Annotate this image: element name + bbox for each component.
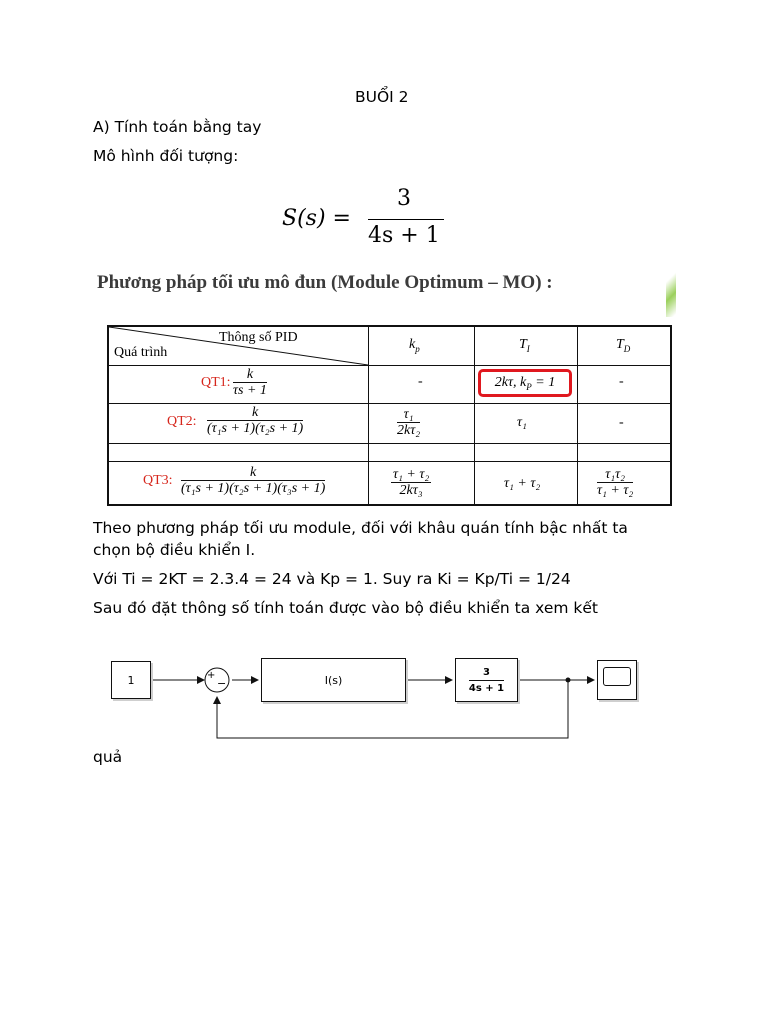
paragraph-4: quả [93, 748, 123, 766]
tf-fraction-bar [368, 219, 444, 220]
tf-lhs: S(s) = [282, 206, 351, 231]
tf-numerator: 3 [397, 186, 411, 211]
scope-screen-icon [603, 667, 631, 686]
accent-decoration [666, 271, 676, 317]
step-block[interactable] [111, 661, 151, 699]
qt1-kp: - [418, 374, 423, 389]
plant-numerator: 3 [469, 665, 504, 681]
qt3-td: $\frac{\text{τ₁τ₂}}{\text{τ₁ + τ₂}}$ [597, 467, 634, 498]
controller-label: I(s) [324, 673, 343, 687]
object-model-label: Mô hình đối tượng: [93, 147, 239, 165]
qt2-td: - [619, 415, 624, 430]
col-header-ti: $T_I$ [519, 337, 530, 354]
row-tf-qt2: $\frac{k}{\text{(τ₁s + 1)(τ₂s + 1)}}$ [207, 405, 304, 436]
qt3-kp: $\frac{\text{τ₁ + τ₂}}{\text{2kτ₃}}$ [393, 467, 430, 498]
header-process: Quá trình [114, 345, 168, 360]
method-title: Phương pháp tối ưu mô đun (Module Optimum – MO) : [97, 272, 553, 293]
row-label-qt1: QT1: [201, 375, 231, 390]
qt1-td: - [619, 374, 624, 389]
row-label-qt2: QT2: [167, 414, 197, 429]
paragraph-1-line-2: chọn bộ điều khiển I. [93, 541, 256, 559]
scope-block[interactable] [597, 660, 637, 700]
pid-parameter-table [107, 325, 672, 506]
plant-denominator: 4s + 1 [468, 682, 505, 694]
paragraph-2: Với Ti = 2KT = 2.3.4 = 24 và Kp = 1. Suy ra Ki = Kp/Ti = 1/24 [93, 570, 571, 588]
controller-block[interactable] [261, 658, 406, 702]
plant-block[interactable] [455, 658, 518, 702]
sum-minus-sign: − [217, 677, 227, 690]
header-pid-params: Thông số PID [219, 330, 298, 345]
paragraph-1-line-1: Theo phương pháp tối ưu module, đối với khâu quán tính bậc nhất ta [93, 519, 628, 537]
section-a-heading: A) Tính toán bằng tay [93, 118, 262, 136]
object-transfer-function [282, 186, 452, 250]
row-tf-qt3: $\frac{k}{\text{(τ₁s + 1)(τ₂s + 1)(τ₃s + 1)}}$ [181, 465, 326, 496]
sum-plus-sign: + [207, 670, 216, 681]
col-header-kp: $k_p$ [409, 337, 420, 354]
qt3-ti: τ₁ + τ₂ [504, 476, 541, 491]
qt2-kp: $\frac{\text{τ₁}}{\text{2kτ₂}}$ [397, 407, 421, 438]
paragraph-3: Sau đó đặt thông số tính toán được vào bộ điều khiển ta xem kết [93, 599, 599, 617]
row-label-qt3: QT3: [143, 473, 173, 488]
tf-denominator: 4s + 1 [368, 223, 440, 248]
step-value: 1 [127, 673, 135, 687]
session-title: BUỔI 2 [355, 88, 409, 106]
qt1-ti-highlighted: 2kτ, $k_P = 1$ [478, 369, 572, 397]
row-tf-qt1: $\frac{k}{\tau s + 1}$ [233, 367, 267, 398]
col-header-td: $T_D$ [616, 337, 631, 354]
simulink-diagram [100, 650, 660, 750]
qt2-ti: τ₁ [517, 415, 527, 430]
